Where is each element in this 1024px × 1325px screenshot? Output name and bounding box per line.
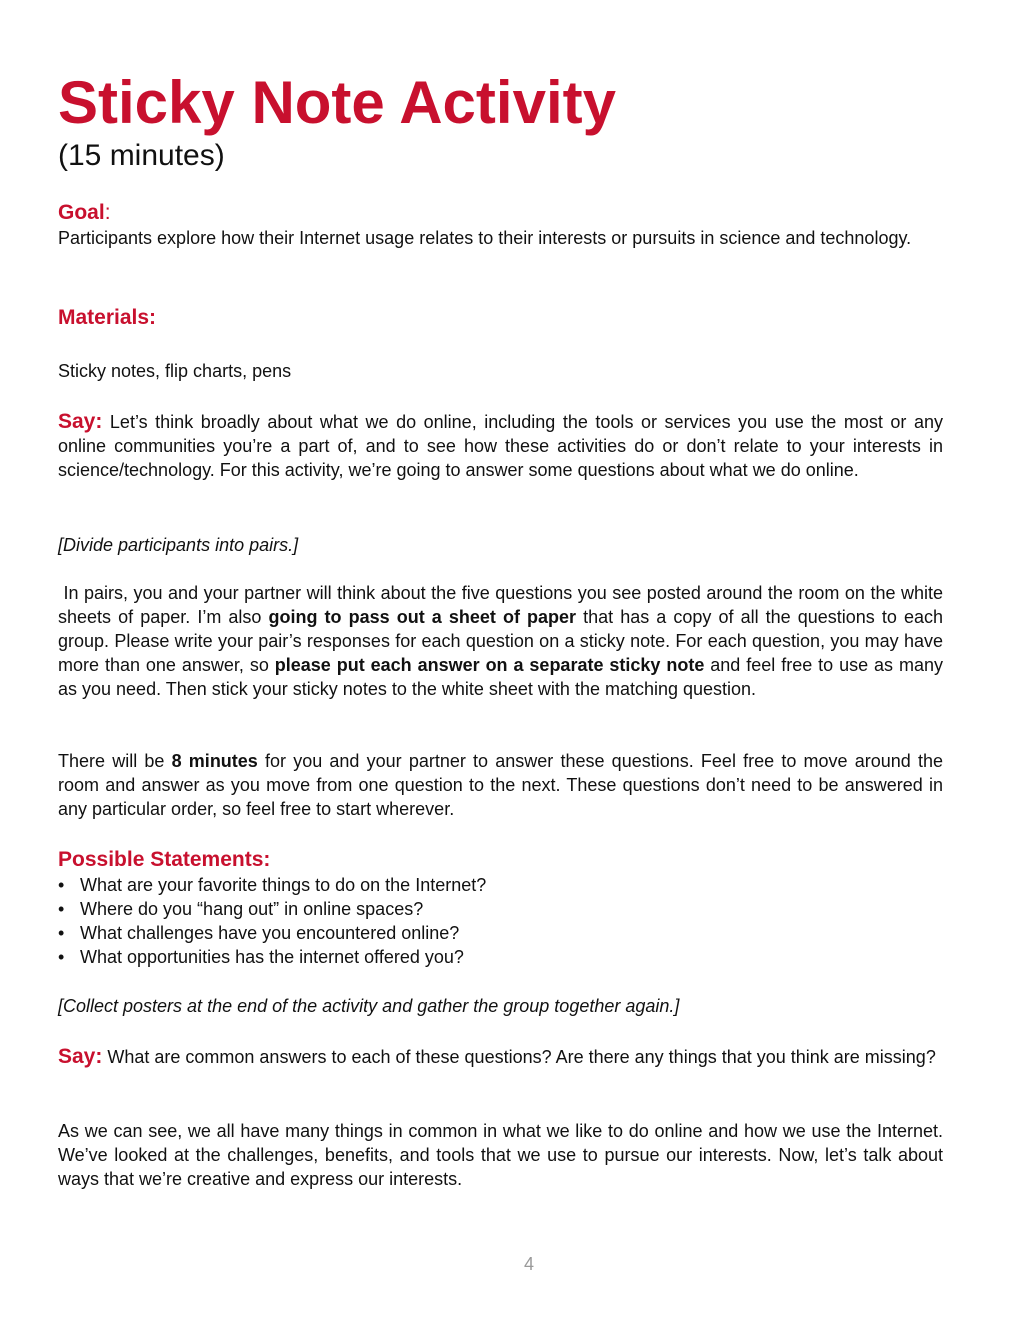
instruction-divide-pairs: [Divide participants into pairs.]	[58, 535, 299, 555]
materials-section	[58, 305, 943, 331]
say-label-1: Say:	[58, 410, 103, 433]
page-title: Sticky Note Activity	[58, 69, 616, 136]
pairs-paragraph	[58, 581, 948, 701]
statements-list	[58, 873, 943, 969]
say-text-2: What are common answers to each of these questions? Are there any things that you think are missing?	[107, 1047, 936, 1067]
statement-text: Where do you “hang out” in online spaces?	[80, 899, 424, 919]
statement-text: What opportunities has the internet offered you?	[80, 947, 464, 967]
instruction-collect-posters: [Collect posters at the end of the activity and gather the group together again.]	[58, 996, 680, 1016]
pairs-text-1: In pairs, you and your partner will think about the five questions you see posted around the room on the white sheets of paper. I’m also	[58, 583, 948, 627]
materials-text: Sticky notes, flip charts, pens	[58, 361, 292, 381]
pairs-bold-2: please put each answer on a separate sticky note	[274, 655, 705, 675]
bullet-icon: •	[58, 947, 65, 967]
time-text-1: There will be	[58, 751, 172, 771]
time-paragraph	[58, 749, 943, 821]
statements-section	[58, 847, 943, 969]
goal-text: Participants explore how their Internet usage relates to their interests or pursuits in science and technology.	[58, 228, 912, 248]
time-text-2: for you and your partner to answer these questions. Feel free to move around the room and answer as you move from one question to the next. These questions don’t need to be answered in any particular order, so feel free to start wherever.	[58, 751, 943, 819]
closing-paragraph: As we can see, we all have many things in common in what we like to do online and how we use the Internet. We’ve looked at the challenges, benefits, and tools that we use to pursue our interests. Now, let’s talk about ways that we’re creative and express our interests.	[58, 1121, 943, 1189]
list-item	[58, 945, 943, 969]
statements-heading: Possible Statements:	[58, 848, 271, 871]
say-paragraph-1	[58, 410, 943, 482]
time-bold: 8 minutes	[171, 751, 258, 771]
statement-text: What are your favorite things to do on the Internet?	[80, 875, 487, 895]
say-label-2: Say:	[58, 1045, 103, 1068]
goal-heading-label: Goal	[58, 201, 105, 224]
say-paragraph-2	[58, 1045, 943, 1069]
pairs-text-2: that has a copy of all the questions to each group. Please write your pair’s responses for each question on a sticky note. For each question, you may have more than one answer, so	[58, 607, 943, 675]
page-number: 4	[524, 1254, 535, 1274]
statement-text: What challenges have you encountered online?	[80, 923, 460, 943]
goal-heading-colon: :	[104, 201, 111, 224]
duration-subtitle: (15 minutes)	[58, 139, 225, 172]
bullet-icon: •	[58, 875, 65, 895]
bullet-icon: •	[58, 923, 65, 943]
list-item	[58, 897, 943, 921]
pairs-bold-1: going to pass out a sheet of paper	[268, 607, 577, 627]
materials-heading: Materials:	[58, 306, 157, 329]
pairs-text-3: and feel free to use as many as you need. Then stick your sticky notes to the white sheet with the matching question.	[58, 655, 943, 699]
say-text-1: Let’s think broadly about what we do online, including the tools or services you use the most or any online communities you’re a part of, and to see how these activities do or don’t relate to your interests in science/technology. For this activity, we’re going to answer some questions about what we do online.	[58, 412, 943, 480]
bullet-icon: •	[58, 899, 65, 919]
list-item	[58, 873, 943, 897]
goal-section	[58, 200, 943, 250]
list-item	[58, 921, 943, 945]
goal-heading	[58, 200, 943, 226]
